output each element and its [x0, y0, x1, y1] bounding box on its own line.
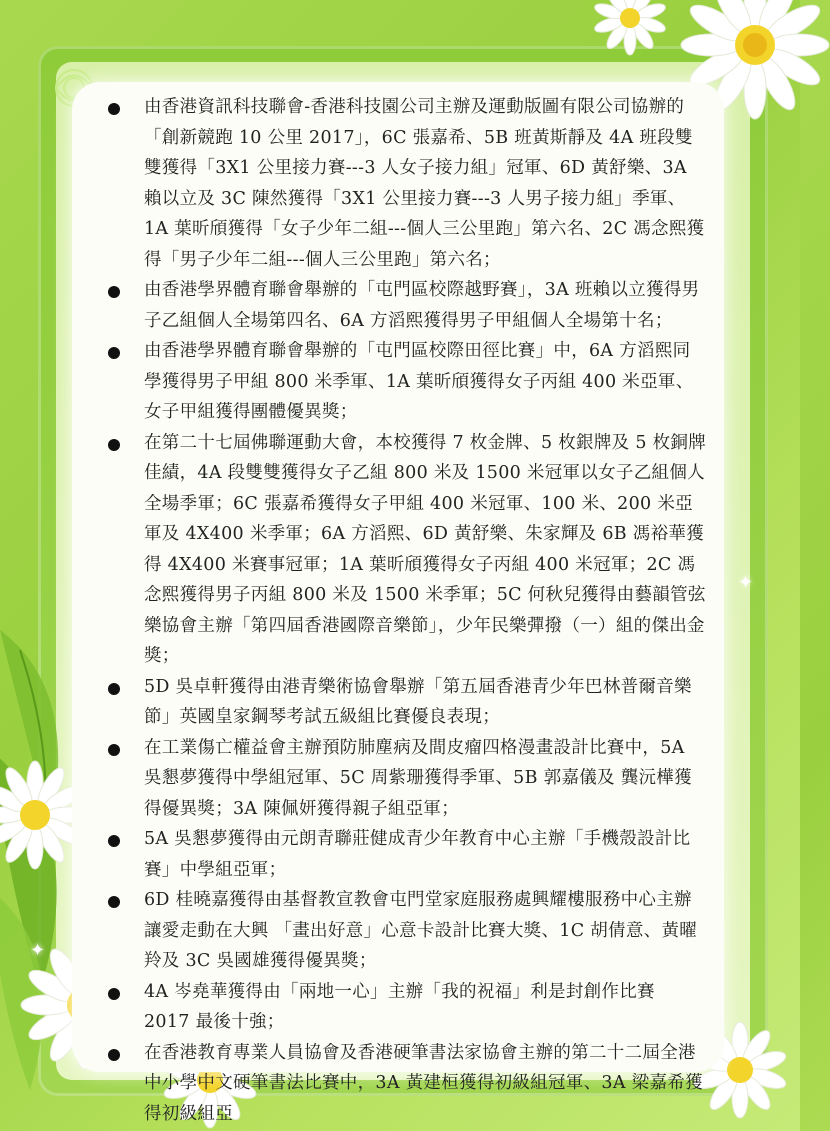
bullet-icon — [108, 1049, 120, 1061]
list-item — [108, 885, 706, 977]
content-paper — [72, 82, 724, 1124]
list-item-text: 在工業傷亡權益會主辦預防肺塵病及間皮瘤四格漫畫設計比賽中，5A 吳懇夢獲得中學組冠軍、5C 周紫珊獲得季軍、5B 郭嘉儀及 龔沅樺獲得優異獎；3A 陳佩妍獲得親子組亞軍； — [144, 737, 692, 819]
bullet-icon — [108, 835, 120, 847]
list-item — [108, 824, 706, 885]
list-item — [108, 672, 706, 733]
achievement-list — [72, 82, 724, 1129]
bullet-icon — [108, 896, 120, 908]
list-item-text: 6D 桂曉嘉獲得由基督教宣教會屯門堂家庭服務處興耀樓服務中心主辦讓愛走動在大興 「畫出好意」心意卡設計比賽大獎、1C 胡倩意、黃曜羚及 3C 吳國雄獲得優異獎； — [144, 890, 698, 971]
sparkle-icon: ✦ — [738, 572, 754, 593]
list-item-text: 4A 岑堯華獲得由「兩地一心」主辦「我的祝福」利是封創作比賽 2017 最後十強； — [144, 981, 655, 1032]
list-item — [108, 92, 706, 275]
bullet-icon — [108, 988, 120, 1000]
list-item-text: 在第二十七屆佛聯運動大會，本校獲得 7 枚金牌、5 枚銀牌及 5 枚銅牌佳績，4A 段雙雙獲得女子乙組 800 米及 1500 米冠軍以女子乙組個人全場季軍；6C 張嘉希獲得女子甲組 400 米冠軍、100 米、200 米亞軍及 4X400 米季軍；6A 方滔熙、6D 黃舒樂、朱家輝及 6B 馮裕華獲得 4X400 米賽事冠軍；1A 葉昕頎獲得女子丙組 400 米冠軍；2C 馮念熙獲得男子丙組 800 米及 1500 米季軍；5C 何秋兒獲得由藝韻管弦樂協會主辦「第四屆香港國際音樂節」，少年民樂彈撥（一）組的傑出金獎； — [144, 432, 707, 666]
bullet-icon — [108, 744, 120, 756]
bullet-icon — [108, 347, 120, 359]
list-item-text: 5A 吳懇夢獲得由元朗青聯莊健成青少年教育中心主辦「手機殼設計比賽」中學組亞軍； — [144, 829, 691, 880]
daisy-flower-icon — [590, 0, 670, 58]
list-item-text: 在香港教育專業人員協會及香港硬筆書法家協會主辦的第二十二屆全港中小學中文硬筆書法比賽中，3A 黃建桓獲得初級組冠軍、3A 梁嘉希獲得初級組亞 — [144, 1042, 703, 1124]
list-item — [108, 275, 706, 336]
list-item-text: 由香港資訊科技聯會-香港科技園公司主辦及運動版圖有限公司協辦的「創新競跑 10 公里 2017」，6C 張嘉希、5B 班黃斯靜及 4A 班段雙雙獲得「3X1 公里接力賽---3 人女子接力組」冠軍、6D 黃舒樂、3A 賴以立及 3C 陳然獲得「3X1 公里接力賽---3 人男子接力組」季軍、1A 葉昕頎獲得「女子少年二組---個人三公里跑」第六名、2C 馮念熙獲得「男子少年二組---個人三公里跑」第六名； — [144, 97, 705, 270]
bullet-icon — [108, 439, 120, 451]
bullet-icon — [108, 683, 120, 695]
bullet-icon — [108, 103, 120, 115]
bullet-icon — [108, 286, 120, 298]
list-item — [108, 977, 706, 1038]
sparkle-icon: ✦ — [30, 940, 46, 961]
list-item — [108, 336, 706, 428]
list-item — [108, 1038, 706, 1130]
list-item — [108, 428, 706, 672]
list-item-text: 由香港學界體育聯會舉辦的「屯門區校際越野賽」，3A 班賴以立獲得男子乙組個人全場第四名、6A 方滔熙獲得男子甲組個人全場第十名； — [144, 280, 700, 331]
list-item — [108, 733, 706, 825]
list-item-text: 由香港學界體育聯會舉辦的「屯門區校際田徑比賽」中，6A 方滔熙同學獲得男子甲組 800 米季軍、1A 葉昕頎獲得女子丙組 400 米亞軍、女子甲組獲得團體優異獎； — [144, 341, 694, 422]
list-item-text: 5D 吳卓軒獲得由港青樂術協會舉辦「第五屆香港青少年巴林普爾音樂節」英國皇家鋼琴考試五級組比賽優良表現； — [144, 676, 692, 727]
